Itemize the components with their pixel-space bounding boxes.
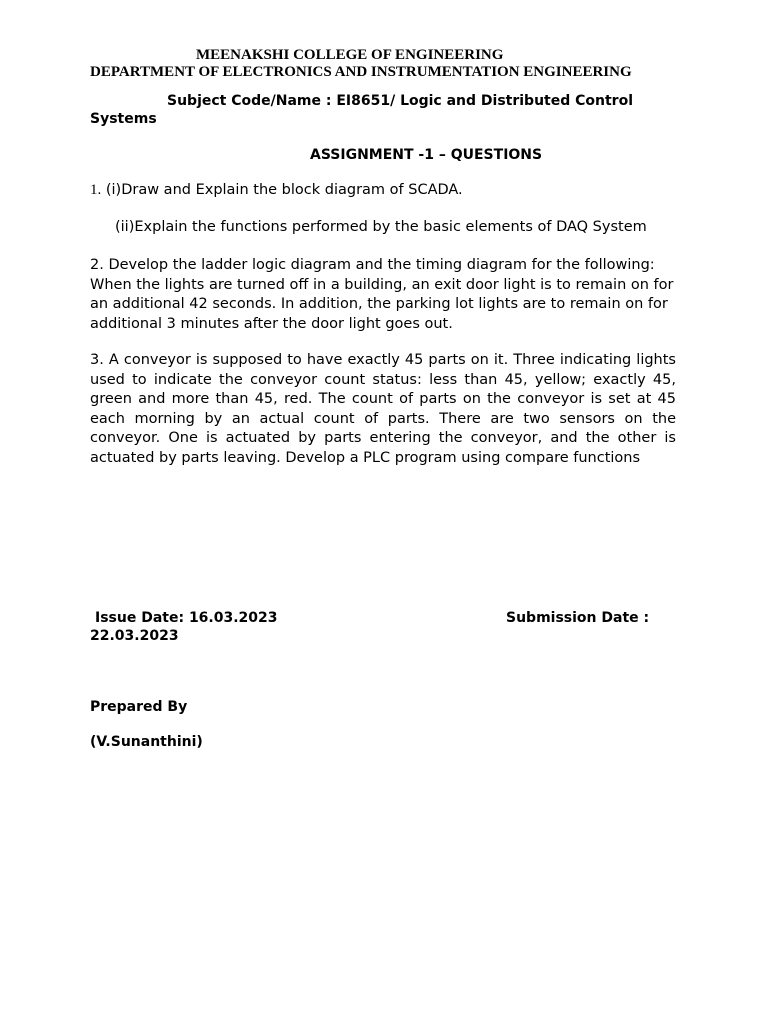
question-2: 2. Develop the ladder logic diagram and the timing diagram for the following: When the lights are turned off in a building, an exit door light is to remain on for an additional 42 seconds. In addition, the parking lot lights are to remain on for additional 3 minutes after the door light goes out. xyxy=(90,257,674,332)
submission-date: 22.03.2023 xyxy=(90,628,179,644)
issue-date: Issue Date: 16.03.2023 xyxy=(95,610,278,626)
author-name: (V.Sunanthini) xyxy=(90,734,203,750)
prepared-by-label: Prepared By xyxy=(90,699,188,715)
question-1-part-1 xyxy=(90,181,463,201)
question-1-part-2: (ii)Explain the functions performed by the basic elements of DAQ System xyxy=(115,219,647,235)
question-1-part-1-text: (i)Draw and Explain the block diagram of SCADA. xyxy=(101,182,463,198)
subject-line-2: Systems xyxy=(90,111,157,127)
college-name: MEENAKSHI COLLEGE OF ENGINEERING xyxy=(196,47,504,63)
department-name: DEPARTMENT OF ELECTRONICS AND INSTRUMENTATION ENGINEERING xyxy=(90,64,632,80)
question-3: 3. A conveyor is supposed to have exactly 45 parts on it. Three indicating lights used to indicate the conveyor count status: less than 45, yellow; exactly 45, green and more than 45, red. The count of parts on the conveyor is set at 45 each morning by an actual count of parts. There are two sensors on the conveyor. One is actuated by parts entering the conveyor, and the other is actuated by parts leaving. Develop a PLC program using compare functions xyxy=(90,352,676,466)
assignment-title: ASSIGNMENT -1 – QUESTIONS xyxy=(310,147,543,163)
submission-date-label: Submission Date : xyxy=(506,610,650,626)
question-1-number: 1. xyxy=(90,182,102,198)
subject-line-1: Subject Code/Name : EI8651/ Logic and Distributed Control xyxy=(167,93,634,109)
